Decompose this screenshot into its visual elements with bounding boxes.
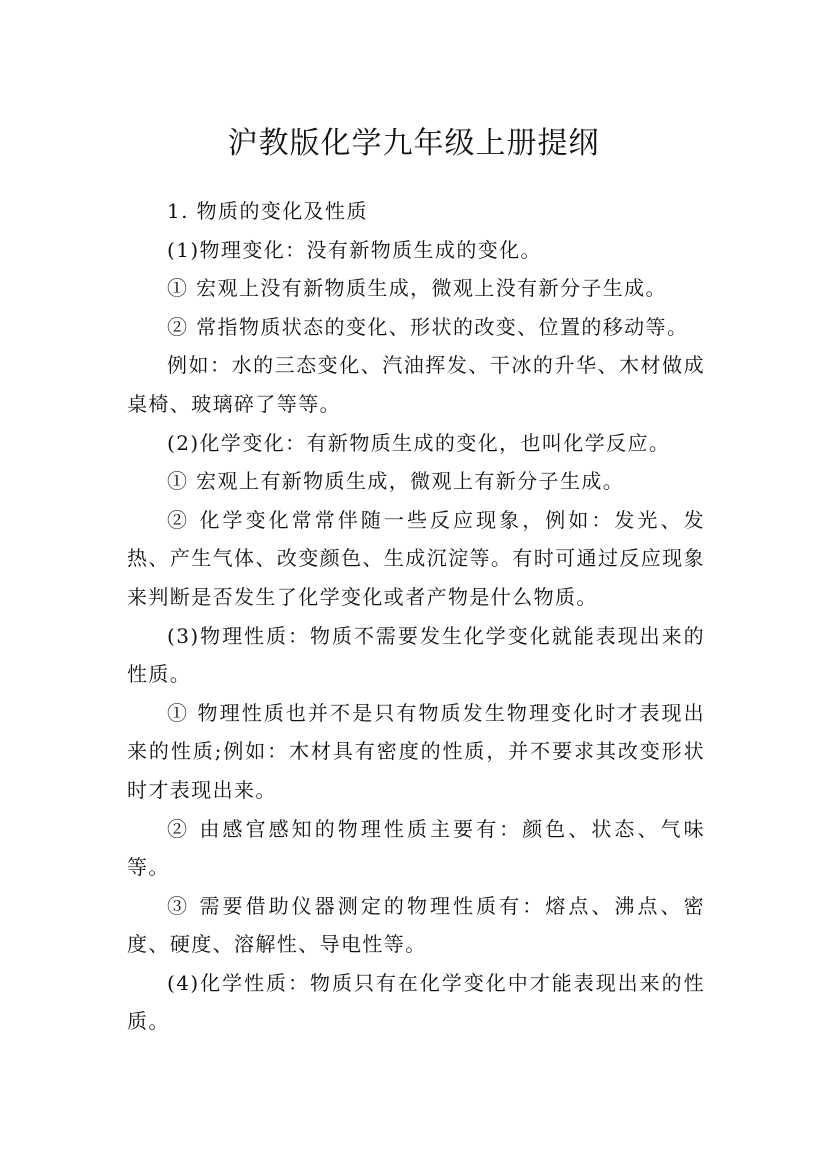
paragraph-physical-change-example: 例如：水的三态变化、汽油挥发、干冰的升华、木材做成桌椅、玻璃碎了等等。: [127, 353, 705, 416]
paragraph-chemical-change-point-1: ① 宏观上有新物质生成，微观上有新分子生成。: [167, 469, 625, 494]
paragraph-physical-property-point-1: ① 物理性质也并不是只有物质发生物理变化时才表现出来的性质;例如：木材具有密度的性质，并不要求其改变形状时才表现出来。: [127, 700, 705, 802]
document-title: 沪教版化学九年级上册提纲: [227, 126, 600, 162]
paragraph-chemical-change: (2)化学变化：有新物质生成的变化，也叫化学反应。: [167, 430, 671, 455]
paragraph-physical-change-point-2: ② 常指物质状态的变化、形状的改变、位置的移动等。: [167, 314, 689, 339]
paragraph-chemical-property: (4)化学性质：物质只有在化学变化中才能表现出来的性质。: [127, 970, 705, 1034]
section-heading-1: 1. 物质的变化及性质: [167, 199, 368, 223]
paragraph-physical-change-point-1: ① 宏观上没有新物质生成，微观上没有新分子生成。: [167, 276, 667, 301]
paragraph-physical-property-point-3: ③ 需要借助仪器测定的物理性质有：熔点、沸点、密度、硬度、溶解性、导电性等。: [127, 893, 705, 957]
paragraph-physical-property: (3)物理性质：物质不需要发生化学变化就能表现出来的性质。: [127, 623, 705, 687]
paragraph-physical-change: (1)物理变化：没有新物质生成的变化。: [167, 237, 542, 262]
document-body: [127, 192, 705, 1041]
paragraph-chemical-change-point-2: ② 化学变化常常伴随一些反应现象，例如：发光、发热、产生气体、改变颜色、生成沉淀等。有时可通过反应现象来判断是否发生了化学变化或者产物是什么物质。: [127, 507, 705, 609]
paragraph-physical-property-point-2: ② 由感官感知的物理性质主要有：颜色、状态、气味等。: [127, 816, 705, 880]
